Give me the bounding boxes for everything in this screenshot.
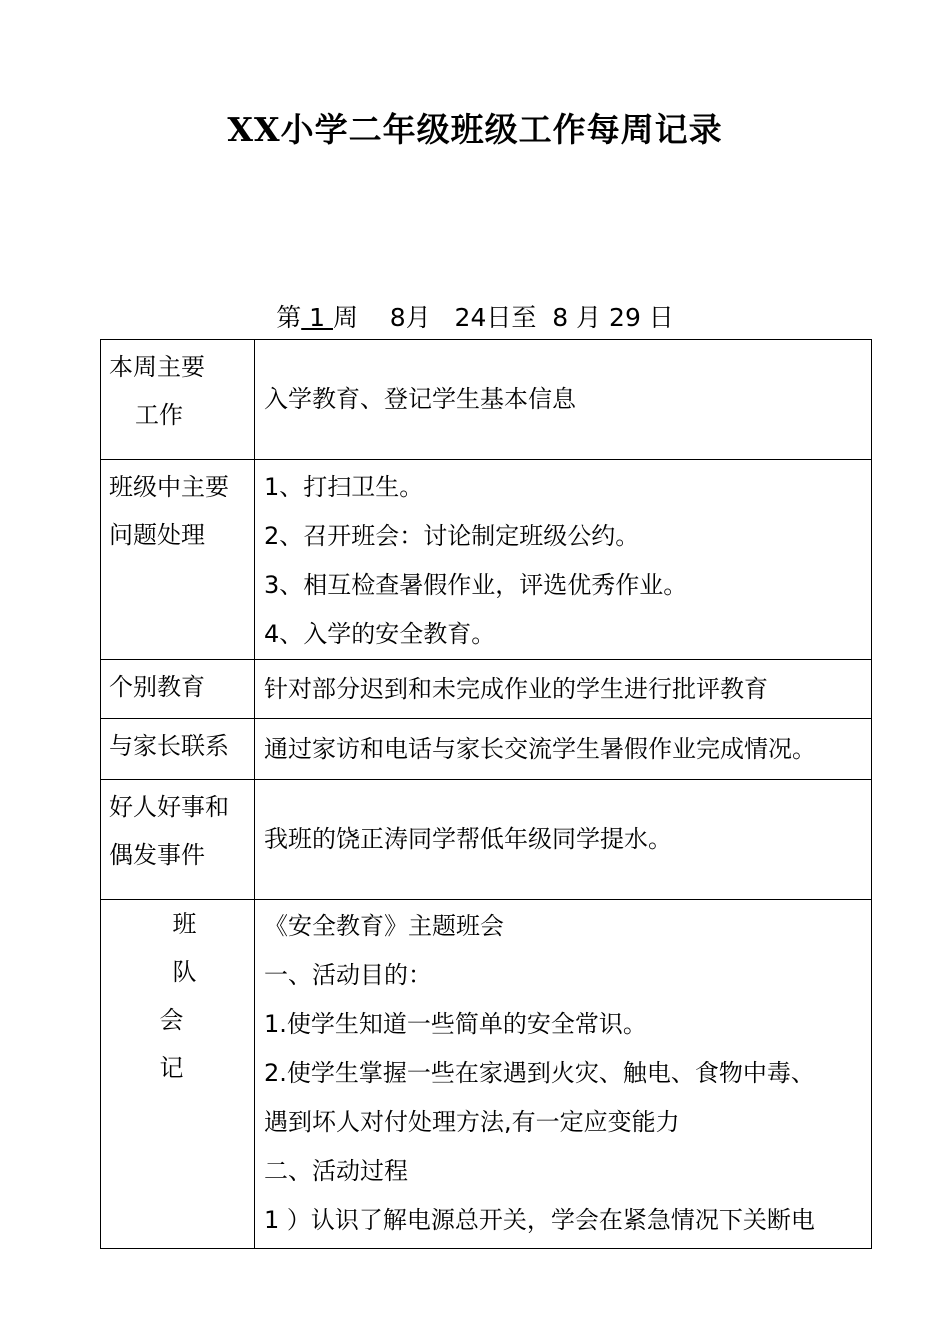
table-row	[101, 660, 872, 719]
week-number: 1	[301, 303, 334, 332]
content-parents: 通过家访和电话与家长交流学生暑假作业完成情况。	[255, 719, 872, 780]
list-item: 4、入学的安全教育。	[264, 620, 496, 648]
content-good-deeds	[255, 780, 872, 900]
label-char: 班	[172, 910, 197, 938]
label-char: 会	[159, 1006, 184, 1034]
main-work-text: 入学教育、登记学生基本信息	[264, 385, 576, 413]
list-item: 3、相互检查暑假作业，评选优秀作业。	[264, 571, 688, 599]
label-class-meeting	[101, 900, 255, 1249]
table-row	[101, 340, 872, 460]
content-problems	[255, 460, 872, 660]
label-char: 记	[159, 1054, 184, 1082]
table-row	[101, 719, 872, 780]
label-line: 本周主要	[109, 353, 205, 381]
content-class-meeting	[255, 900, 872, 1249]
meeting-line: 一、活动目的：	[264, 961, 432, 989]
label-char: 队	[172, 958, 197, 986]
meeting-line: 《安全教育》主题班会	[264, 912, 504, 940]
good-deeds-text: 我班的饶正涛同学帮低年级同学提水。	[264, 825, 672, 853]
week-date-range: 周 8月 24日至 8 月 29 日	[333, 303, 674, 332]
label-line: 班级中主要	[109, 473, 229, 501]
weekly-record-table	[100, 339, 872, 1249]
table-row	[101, 780, 872, 900]
week-date-line	[0, 298, 950, 334]
label-parents: 与家长联系	[101, 719, 255, 780]
label-problems	[101, 460, 255, 660]
meeting-line: 1 ）认识了解电源总开关，学会在紧急情况下关断电	[264, 1206, 815, 1234]
label-good-deeds	[101, 780, 255, 900]
content-main-work	[255, 340, 872, 460]
label-individual: 个别教育	[101, 660, 255, 719]
list-item: 2、召开班会：讨论制定班级公约。	[264, 522, 640, 550]
meeting-line: 2.使学生掌握一些在家遇到火灾、触电、食物中毒、	[264, 1059, 815, 1087]
meeting-line: 1.使学生知道一些简单的安全常识。	[264, 1010, 647, 1038]
label-main-work	[101, 340, 255, 460]
page-title: XX小学二年级班级工作每周记录	[227, 110, 723, 149]
list-item: 1、打扫卫生。	[264, 473, 424, 501]
table-row	[101, 460, 872, 660]
meeting-line: 遇到坏人对付处理方法,有一定应变能力	[264, 1108, 680, 1136]
label-line: 问题处理	[109, 521, 205, 549]
label-line: 工作	[135, 401, 183, 429]
meeting-line: 二、活动过程	[264, 1157, 408, 1185]
label-line: 偶发事件	[109, 841, 205, 869]
week-prefix: 第	[276, 303, 302, 332]
table-row	[101, 900, 872, 1249]
content-individual: 针对部分迟到和未完成作业的学生进行批评教育	[255, 660, 872, 719]
label-line: 好人好事和	[109, 793, 229, 821]
